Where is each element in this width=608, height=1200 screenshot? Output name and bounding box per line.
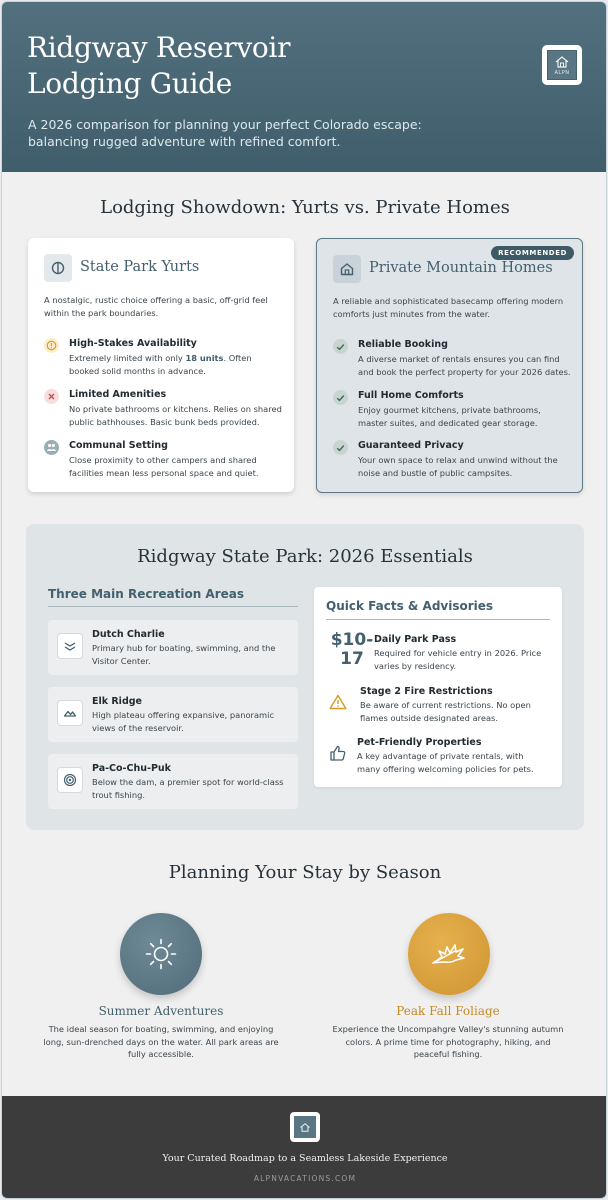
quick-facts-card <box>314 587 562 787</box>
people-icon <box>44 440 59 455</box>
areas-title: Three Main Recreation Areas <box>48 587 245 601</box>
house-logo-icon <box>554 55 570 69</box>
season-title: Peak Fall Foliage <box>396 1004 500 1018</box>
showdown-title: Lodging Showdown: Yurts vs. Private Homes <box>100 197 510 218</box>
season-summer <box>41 913 281 1063</box>
yurts-title: State Park Yurts <box>80 259 200 275</box>
feature-desc: Close proximity to other campers and shared facilities mean less personal space and quiet. <box>69 455 259 478</box>
leaf-icon <box>408 913 490 995</box>
season-title: Summer Adventures <box>98 1004 224 1018</box>
feature-title: Limited Amenities <box>69 389 167 400</box>
yurts-card <box>28 238 294 492</box>
area-item-pa-co-chu-puk <box>48 754 298 809</box>
area-desc: Below the dam, a premier spot for world-class trout fishing. <box>92 777 284 800</box>
feature-title: High-Stakes Availability <box>69 338 197 349</box>
area-desc: Primary hub for boating, swimming, and the Visitor Center. <box>92 643 276 666</box>
divider <box>48 606 298 607</box>
feature-desc: Enjoy gourmet kitchens, private bathrooms, master suites, and dedicated gear storage. <box>358 405 541 428</box>
feature-desc: No private bathrooms or kitchens. Relies on shared public bathhouses. Basic bunk beds provided. <box>69 404 282 427</box>
sun-icon <box>120 913 202 995</box>
essentials-title: Ridgway State Park: 2026 Essentials <box>137 546 473 567</box>
divider <box>326 619 550 620</box>
footer-logo <box>290 1112 320 1142</box>
area-item-dutch-charlie <box>48 620 298 675</box>
infographic-page <box>1 1 607 1199</box>
house-logo-icon <box>299 1122 311 1133</box>
page-subtitle: A 2026 comparison for planning your perfect Colorado escape: balancing rugged adventure with refined comfort. <box>28 117 422 149</box>
fact-title: Stage 2 Fire Restrictions <box>360 686 493 697</box>
feature-title: Guaranteed Privacy <box>358 440 464 451</box>
fact-title: Daily Park Pass <box>374 634 457 645</box>
pass-price: $10- 17 <box>330 630 374 669</box>
yurt-icon <box>44 254 72 282</box>
fact-fire-restrictions <box>326 686 556 726</box>
homes-card <box>316 238 583 493</box>
x-circle-icon <box>44 389 59 404</box>
fact-desc: Required for vehicle entry in 2026. Price varies by residency. <box>374 648 542 671</box>
facts-title: Quick Facts & Advisories <box>326 599 494 613</box>
recommended-badge: RECOMMENDED <box>491 246 574 260</box>
logo <box>542 45 582 85</box>
thumbs-up-icon <box>329 744 347 766</box>
fact-desc: Be aware of current restrictions. No open flames outside designated areas. <box>360 700 531 723</box>
page-title: Ridgway Reservoir Lodging Guide <box>27 31 291 100</box>
homes-desc: A reliable and sophisticated basecamp offering modern comforts just minutes from the water. <box>333 296 564 319</box>
check-circle-icon <box>333 440 348 455</box>
yurts-desc: A nostalgic, rustic choice offering a basic, off-grid feel within the park boundaries. <box>44 295 268 318</box>
footer-tagline: Your Curated Roadmap to a Seamless Lakeside Experience <box>162 1153 448 1164</box>
season-desc: Experience the Uncompahgre Valley's stunning autumn colors. A prime time for photography, hiking, and peaceful fishing. <box>332 1024 564 1059</box>
area-name: Dutch Charlie <box>92 629 165 640</box>
target-icon <box>57 767 83 793</box>
check-circle-icon <box>333 339 348 354</box>
fact-park-pass <box>326 630 556 674</box>
feature-title: Reliable Booking <box>358 339 448 350</box>
warning-triangle-icon <box>329 694 347 714</box>
house-icon <box>333 255 361 283</box>
logo-text: ALPN <box>554 69 570 76</box>
area-name: Pa-Co-Chu-Puk <box>92 763 171 774</box>
water-waves-icon <box>57 633 83 659</box>
area-desc: High plateau offering expansive, panoramic views of the reservoir. <box>92 710 275 733</box>
area-name: Elk Ridge <box>92 696 142 707</box>
essentials-panel <box>26 524 584 830</box>
footer <box>2 1096 607 1199</box>
homes-title: Private Mountain Homes <box>369 260 553 276</box>
seasons-title: Planning Your Stay by Season <box>168 862 442 883</box>
header <box>2 2 607 172</box>
area-item-elk-ridge <box>48 687 298 742</box>
feature-desc: Extremely limited with only 18 units. Often booked solid months in advance. <box>69 353 252 376</box>
fact-desc: A key advantage of private rentals, with many offering welcoming policies for pets. <box>357 751 534 774</box>
fact-pet-friendly <box>326 737 556 777</box>
footer-url[interactable]: ALPNVACATIONS.COM <box>253 1174 357 1183</box>
warning-circle-icon <box>44 338 59 353</box>
feature-title: Communal Setting <box>69 440 168 451</box>
feature-desc: A diverse market of rentals ensures you can find and book the perfect property for your 2026 dates. <box>358 354 571 377</box>
check-circle-icon <box>333 390 348 405</box>
fact-title: Pet-Friendly Properties <box>357 737 482 748</box>
mountain-icon <box>57 700 83 726</box>
units-count: 18 units <box>185 353 224 363</box>
season-desc: The ideal season for boating, swimming, and enjoying long, sun-drenched days on the water. All park areas are fully accessible. <box>43 1024 279 1059</box>
feature-desc: Your own space to relax and unwind without the noise and bustle of public campsites. <box>358 455 558 478</box>
season-fall <box>328 913 568 1063</box>
feature-title: Full Home Comforts <box>358 390 464 401</box>
